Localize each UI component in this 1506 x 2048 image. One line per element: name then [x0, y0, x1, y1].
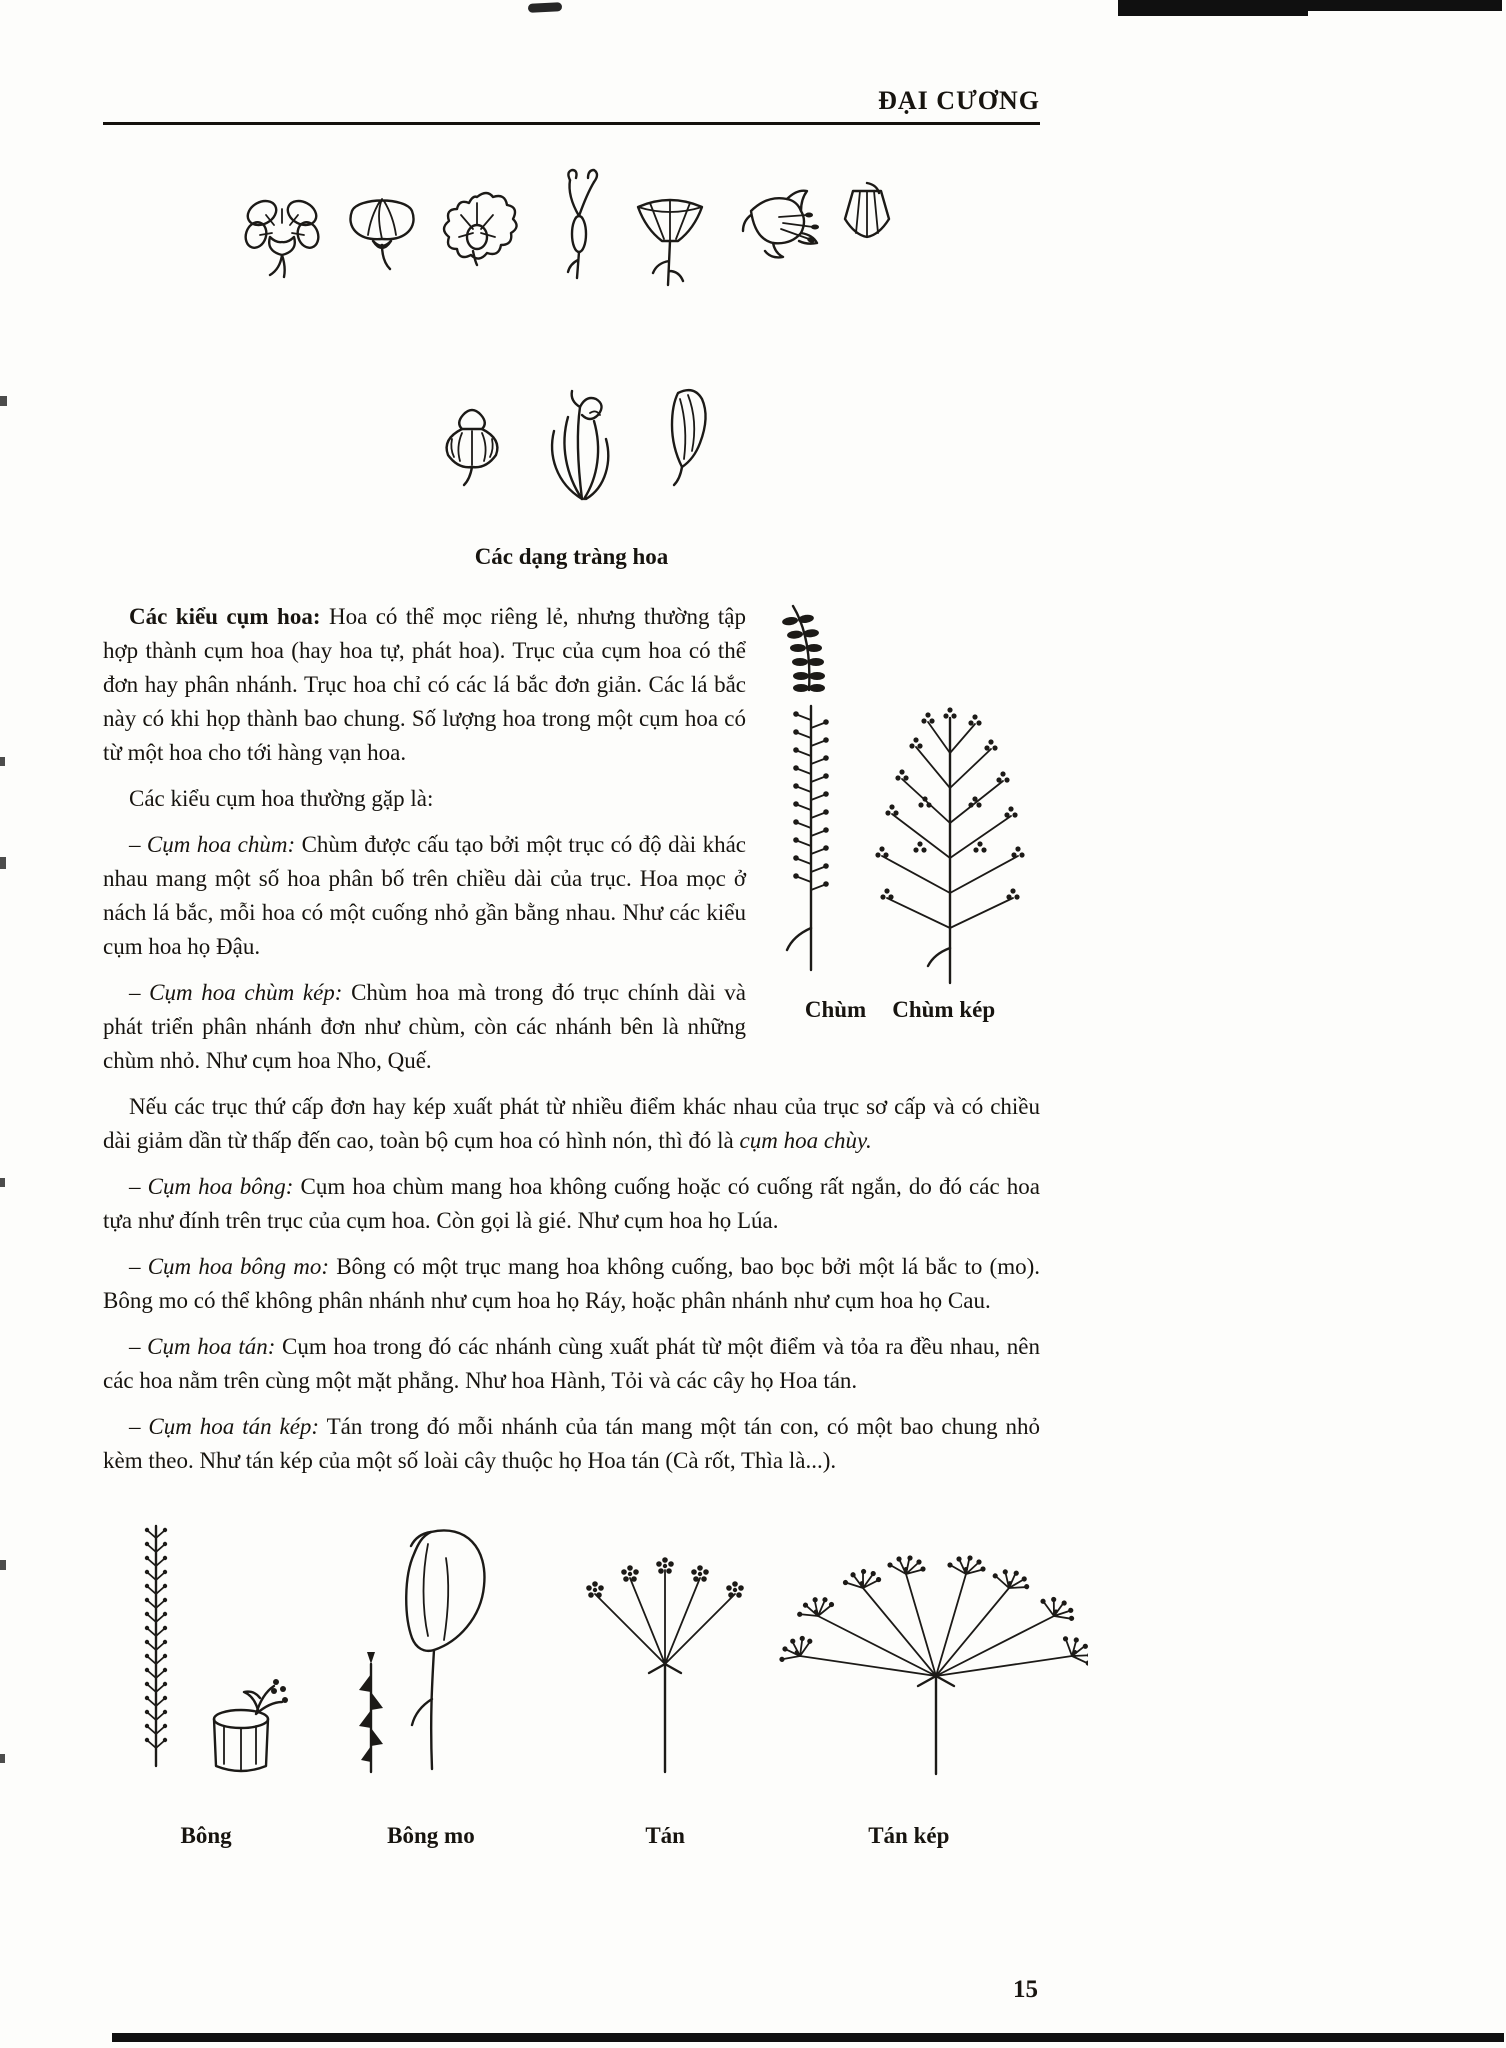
raceme-figure	[760, 588, 1040, 1023]
page-content	[103, 0, 1040, 1849]
text-column	[103, 588, 746, 1078]
flower-lily-illustration	[743, 191, 819, 258]
corolla-forms-illustration	[222, 137, 922, 537]
item-raceme	[103, 828, 746, 964]
paragraph-inflorescence-intro	[103, 600, 746, 770]
item-spike	[103, 1170, 1040, 1238]
spike-illustration	[106, 1514, 306, 1814]
page-header	[103, 86, 1040, 125]
item-dash: –	[129, 832, 141, 857]
item-term: Cụm hoa tán:	[147, 1334, 276, 1359]
corolla-figure-caption: Các dạng tràng hoa	[474, 544, 669, 569]
item-spadix	[103, 1250, 1040, 1318]
scan-artifact-bottom-bar	[112, 2033, 1504, 2042]
item-dash: –	[129, 1334, 141, 1359]
compound-umbel-illustration	[778, 1514, 1088, 1814]
item-text: Cụm hoa chùm mang hoa không cuống hoặc có cuống rất ngắn, do đó các hoa tựa như đính trên trục của cụm hoa. Còn gọi là gié. Như cụm hoa họ Lúa.	[103, 1174, 1040, 1233]
umbel-illustration	[570, 1514, 760, 1814]
compound-raceme-illustration	[875, 707, 1024, 983]
umbel-figure	[553, 1514, 778, 1849]
inflorescence-types-figure	[103, 1514, 1040, 1849]
item-dash: –	[129, 1174, 141, 1199]
flower-funnel-illustration	[638, 200, 702, 285]
drooping-raceme-illustration	[782, 606, 825, 692]
flower-spadix-bud-illustration	[672, 390, 706, 485]
item-text: Chùm hoa mà trong đó trục chính dài và phát triển phân nhánh đơn như chùm, còn các nhánh bên là những chùm nhỏ. Như cụm hoa Nho, Quế.	[103, 980, 746, 1073]
item-compound-raceme	[103, 976, 746, 1078]
flower-plant-illustration	[552, 391, 608, 499]
two-column-region	[103, 588, 1040, 1078]
paragraph-panicle	[103, 1090, 1040, 1158]
umbel-caption: Tán	[645, 1823, 685, 1848]
flower-orchid-illustration	[444, 193, 517, 265]
flower-tubular-illustration	[568, 170, 597, 278]
item-compound-umbel	[103, 1410, 1040, 1478]
raceme-caption-left: Chùm	[804, 997, 867, 1022]
spadix-figure	[309, 1514, 553, 1849]
item-dash: –	[129, 980, 141, 1005]
item-term: Cụm hoa bông:	[147, 1174, 294, 1199]
item-term: Cụm hoa tán kép:	[148, 1414, 320, 1439]
scan-artifact-top-right	[1118, 0, 1502, 11]
item-dash: –	[129, 1414, 141, 1439]
page-header-title: ĐẠI CƯƠNG	[878, 86, 1040, 115]
spike-figure	[103, 1514, 309, 1849]
scan-artifact-left-4	[0, 1178, 5, 1187]
paragraph-lead: Các kiểu cụm hoa:	[129, 604, 321, 629]
flower-labiate-illustration	[446, 410, 497, 485]
paragraph-emphasis: cụm hoa chùy.	[739, 1128, 872, 1153]
compound-umbel-figure	[778, 1514, 1040, 1849]
spathe-illustration	[406, 1530, 484, 1769]
paragraph-body: Nếu các trục thứ cấp đơn hay kép xuất phát từ nhiều điểm khác nhau của trục sơ cấp và có chiều dài giảm dần từ thấp đến cao, toàn bộ cụm hoa có hình nón, thì đó là	[103, 1094, 1040, 1153]
spadix-illustration	[316, 1514, 546, 1814]
item-umbel	[103, 1330, 1040, 1398]
scan-artifact-left-2	[0, 757, 5, 766]
spadix-caption: Bông mo	[387, 1823, 475, 1848]
item-text: Chùm được cấu tạo bởi một trục có độ dài khác nhau mang một số hoa phân bố trên chiều dài của trục. Hoa mọc ở nách lá bắc, mỗi hoa có một cuống nhỏ gần bằng nhau. Như các kiểu cụm hoa họ Đậu.	[103, 832, 747, 959]
page-number: 15	[1013, 1976, 1038, 2003]
item-dash: –	[129, 1254, 141, 1279]
bracted-spike-illustration	[359, 1652, 383, 1772]
scan-artifact-left-6	[0, 1754, 5, 1763]
compound-umbel-caption: Tán kép	[868, 1823, 950, 1848]
scan-artifact-left-5	[0, 1560, 6, 1570]
paragraph-list-intro: Các kiểu cụm hoa thường gặp là:	[129, 786, 434, 811]
scan-artifact-left-1	[0, 396, 7, 406]
flower-papilionaceous-illustration	[350, 199, 413, 269]
item-term: Cụm hoa bông mo:	[147, 1254, 329, 1279]
paragraph-body: Hoa có thể mọc riêng lẻ, nhưng thường tập hợp thành cụm hoa (hay hoa tự, phát hoa). Trục của cụm hoa có thể đơn hay phân nhánh. Trục hoa chỉ có các lá bắc đơn giản. Các lá bắc này có khi họp thành bao chung. Số lượng hoa trong một cụm hoa có từ một hoa cho tới hàng vạn hoa.	[103, 604, 747, 765]
raceme-figure-caption	[760, 997, 1040, 1023]
item-text: Bông có một trục mang hoa không cuống, bao bọc bởi một lá bắc to (mo). Bông mo có thể không phân nhánh như cụm hoa họ Ráy, hoặc phân nhánh như cụm hoa họ Cau.	[103, 1254, 1041, 1313]
corolla-forms-figure	[103, 137, 1040, 570]
stump-illustration	[214, 1679, 288, 1771]
item-text: Cụm hoa trong đó các nhánh cùng xuất phát từ một điểm và tỏa ra đều nhau, nên các hoa nằm trên cùng một mặt phẳng. Như hoa Hành, Tỏi và các cây họ Hoa tán.	[103, 1334, 1041, 1393]
item-term: Cụm hoa chùm:	[146, 832, 296, 857]
scan-artifact-top-right-2	[1118, 11, 1308, 16]
flower-bell-illustration	[845, 183, 889, 237]
raceme-illustration	[765, 598, 1035, 988]
item-text: Tán trong đó mỗi nhánh của tán mang một tán con, có một bao chung nhỏ kèm theo. Như tán kép của một số loài cây thuộc họ Hoa tán (Cà rốt, Thìa là...).	[103, 1414, 1041, 1473]
item-term: Cụm hoa chùm kép:	[149, 980, 343, 1005]
raceme-caption-right: Chùm kép	[892, 997, 996, 1022]
spike-caption: Bông	[180, 1823, 232, 1848]
raceme-spike-illustration	[787, 706, 829, 970]
flower-pansy-illustration	[242, 196, 321, 277]
scan-artifact-left-3	[0, 857, 6, 869]
